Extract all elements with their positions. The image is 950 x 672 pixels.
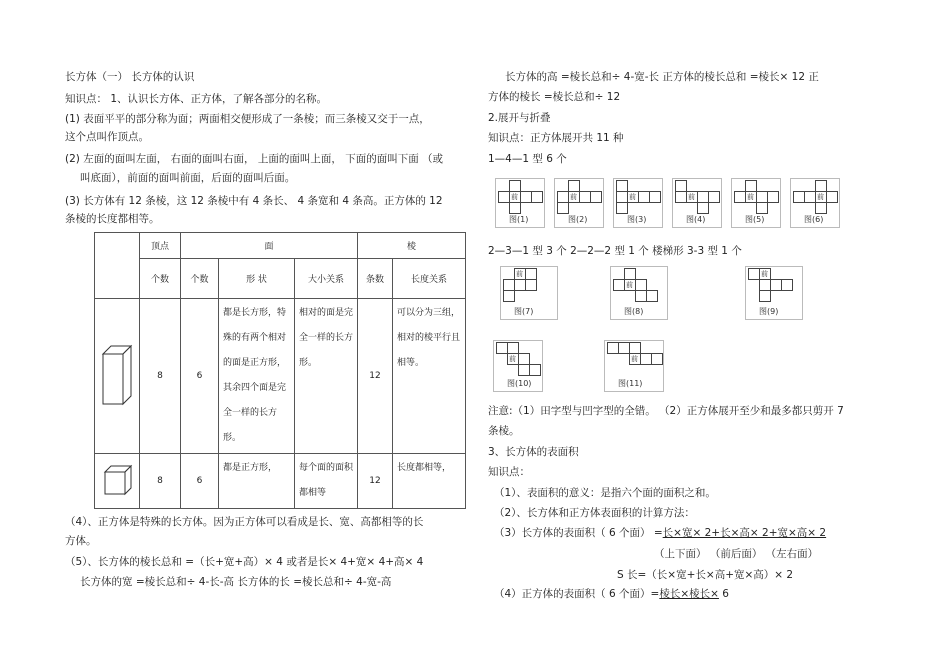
sub-face-count: 个数	[181, 259, 219, 299]
cube-net-10	[493, 340, 543, 392]
front-face-label: 前	[516, 270, 523, 278]
th-edge: 棱	[358, 233, 466, 259]
paragraph-5a: （5）、长方体的棱长总和 =（长+宽+高）× 4 或者是长× 4+宽× 4+高× 4	[65, 556, 424, 568]
knowledge-point-2: 知识点：正方体展开共 11 种	[488, 132, 624, 144]
s-long-formula: S 长=（长×宽+长×高+宽×高）× 2	[617, 569, 794, 581]
net-caption: 图(4)	[686, 215, 706, 224]
cube-edge-formula: 方体的棱长 =棱长总和÷ 12	[488, 91, 621, 103]
front-face-label: 前	[631, 355, 638, 363]
note-b: 条棱。	[488, 425, 520, 437]
height-formula: 长方体的高 =棱长总和÷ 4-宽-长 正方体的棱长总和 =棱长× 12 正	[505, 71, 819, 83]
front-face-label: 前	[817, 193, 824, 201]
net-caption: 图(2)	[568, 215, 588, 224]
net-square	[646, 290, 658, 302]
cube-net-5	[731, 178, 781, 228]
cuboid-area-expression: 长×宽× 2+长×高× 2+宽×高× 2	[662, 527, 827, 539]
cuboid-edge-count: 12	[358, 299, 393, 454]
section-title: 长方体（一） 长方体的认识	[65, 71, 195, 83]
face-pair-labels: （上下面） （前后面） （左右面）	[654, 548, 819, 560]
net-square	[708, 191, 720, 203]
cube-faces: 6	[181, 454, 219, 509]
paragraph-2b: 叫底面），前面的面叫前面，后面的面叫后面。	[80, 172, 296, 184]
net-caption: 图(10)	[507, 379, 532, 388]
sub-size: 大小关系	[295, 259, 358, 299]
front-face-label: 前	[629, 193, 636, 201]
front-face-label: 前	[511, 193, 518, 201]
knowledge-point-3: 知识点：	[488, 466, 530, 478]
cube-edge-length: 长度都相等，	[393, 454, 466, 509]
cube-area-suffix: 6	[718, 588, 729, 600]
table-corner	[95, 233, 140, 299]
net-square	[759, 290, 771, 302]
front-face-label: 前	[747, 193, 754, 201]
cube-edge-count: 12	[358, 454, 393, 509]
front-face-label: 前	[761, 270, 768, 278]
type-141: 1—4—1 型 6 个	[488, 153, 567, 165]
cuboid-vertices: 8	[140, 299, 181, 454]
section-3-title: 3、长方体的表面积	[488, 446, 579, 458]
cube-icon	[99, 460, 135, 500]
net-square	[557, 202, 569, 214]
front-face-label: 前	[688, 193, 695, 201]
sub-vertex-count: 个数	[140, 259, 181, 299]
cube-net-2	[554, 178, 604, 228]
net-square	[651, 353, 663, 365]
paragraph-4b: 方体。	[65, 535, 97, 547]
cube-picture	[95, 454, 140, 509]
net-square	[503, 290, 515, 302]
net-caption: 图(7)	[514, 307, 534, 316]
properties-table	[94, 232, 466, 509]
th-vertex: 顶点	[140, 233, 181, 259]
knowledge-point-1: 知识点： 1、认识长方体、正方体，了解各部分的名称。	[65, 93, 328, 105]
paragraph-1a: (1) 表面平平的部分称为面；两面相交便形成了一条棱；而三条棱又交于一点，	[65, 113, 430, 125]
cuboid-icon	[97, 340, 137, 410]
net-caption: 图(11)	[618, 379, 643, 388]
type-231-222-33: 2—3—1 型 3 个 2—2—2 型 1 个 楼梯形 3-3 型 1 个	[488, 245, 742, 257]
sub-length: 长度关系	[393, 259, 466, 299]
cube-face-size: 每个面的面积都相等	[295, 454, 358, 509]
net-square	[509, 202, 521, 214]
cube-area-prefix: （4）正方体的表面积（ 6 个面）=	[494, 588, 660, 600]
surface-area-meaning: （1）、表面积的意义：是指六个面的面积之和。	[494, 487, 716, 499]
cube-area-formula	[494, 588, 729, 601]
net-square	[756, 202, 768, 214]
paragraph-3b: 条棱的长度都相等。	[65, 213, 160, 225]
net-square	[531, 191, 543, 203]
cube-net-7	[500, 266, 558, 320]
paragraph-4a: （4）、正方体是特殊的长方体。因为正方体可以看成是长、宽、高都相等的长	[65, 516, 424, 528]
paragraph-2a: (2) 左面的面叫左面， 右面的面叫右面， 上面的面叫上面， 下面的面叫下面 （或	[65, 153, 444, 165]
net-square	[525, 279, 537, 291]
front-face-label: 前	[626, 281, 633, 289]
net-caption: 图(3)	[627, 215, 647, 224]
note-a: 注意:（1）田字型与凹字型的全错。 （2）正方体展开至少和最多都只剪开 7	[488, 405, 844, 417]
surface-area-method: （2）、长方体和正方体表面积的计算方法：	[494, 507, 695, 519]
net-square	[815, 202, 827, 214]
front-face-label: 前	[509, 355, 516, 363]
cube-net-4	[672, 178, 722, 228]
net-square	[826, 191, 838, 203]
cuboid-faces: 6	[181, 299, 219, 454]
paragraph-1b: 这个点叫作顶点。	[65, 131, 149, 143]
sub-edges: 条数	[358, 259, 393, 299]
cube-net-11	[604, 340, 664, 392]
net-square	[781, 279, 793, 291]
cuboid-area-prefix: （3）长方体的表面积（ 6 个面） =	[494, 527, 663, 539]
net-caption: 图(1)	[509, 215, 529, 224]
front-face-label: 前	[570, 193, 577, 201]
net-caption: 图(5)	[745, 215, 765, 224]
cuboid-edge-length: 可以分为三组，相对的棱平行且相等。	[393, 299, 466, 454]
net-square	[616, 202, 628, 214]
cube-net-3	[613, 178, 663, 228]
net-square	[697, 202, 709, 214]
net-square	[590, 191, 602, 203]
section-2-title: 2.展开与折叠	[488, 112, 551, 124]
cuboid-picture	[95, 299, 140, 454]
cuboid-face-size: 相对的面是完全一样的长方形。	[295, 299, 358, 454]
cuboid-face-shape: 都是长方形，特殊的有两个相对的面是正方形，其余四个面是完全一样的长方形。	[219, 299, 295, 454]
th-face: 面	[181, 233, 358, 259]
cube-net-8	[610, 266, 668, 320]
cube-area-expression: 棱长×棱长×	[659, 588, 719, 600]
cube-face-shape: 都是正方形，	[219, 454, 295, 509]
net-caption: 图(8)	[624, 307, 644, 316]
cube-net-9	[745, 266, 803, 320]
paragraph-3a: (3) 长方体有 12 条棱，这 12 条棱中有 4 条长、 4 条宽和 4 条高。正方体的 12	[65, 195, 443, 207]
cube-vertices: 8	[140, 454, 181, 509]
net-square	[649, 191, 661, 203]
net-square	[767, 191, 779, 203]
net-caption: 图(9)	[759, 307, 779, 316]
cuboid-area-formula	[494, 527, 826, 540]
sub-shape: 形 状	[219, 259, 295, 299]
net-square	[529, 364, 541, 376]
cube-net-1	[495, 178, 545, 228]
net-caption: 图(6)	[804, 215, 824, 224]
paragraph-5b: 长方体的宽 =棱长总和÷ 4-长-高 长方体的长 =棱长总和÷ 4-宽-高	[80, 576, 392, 588]
cube-net-6	[790, 178, 840, 228]
